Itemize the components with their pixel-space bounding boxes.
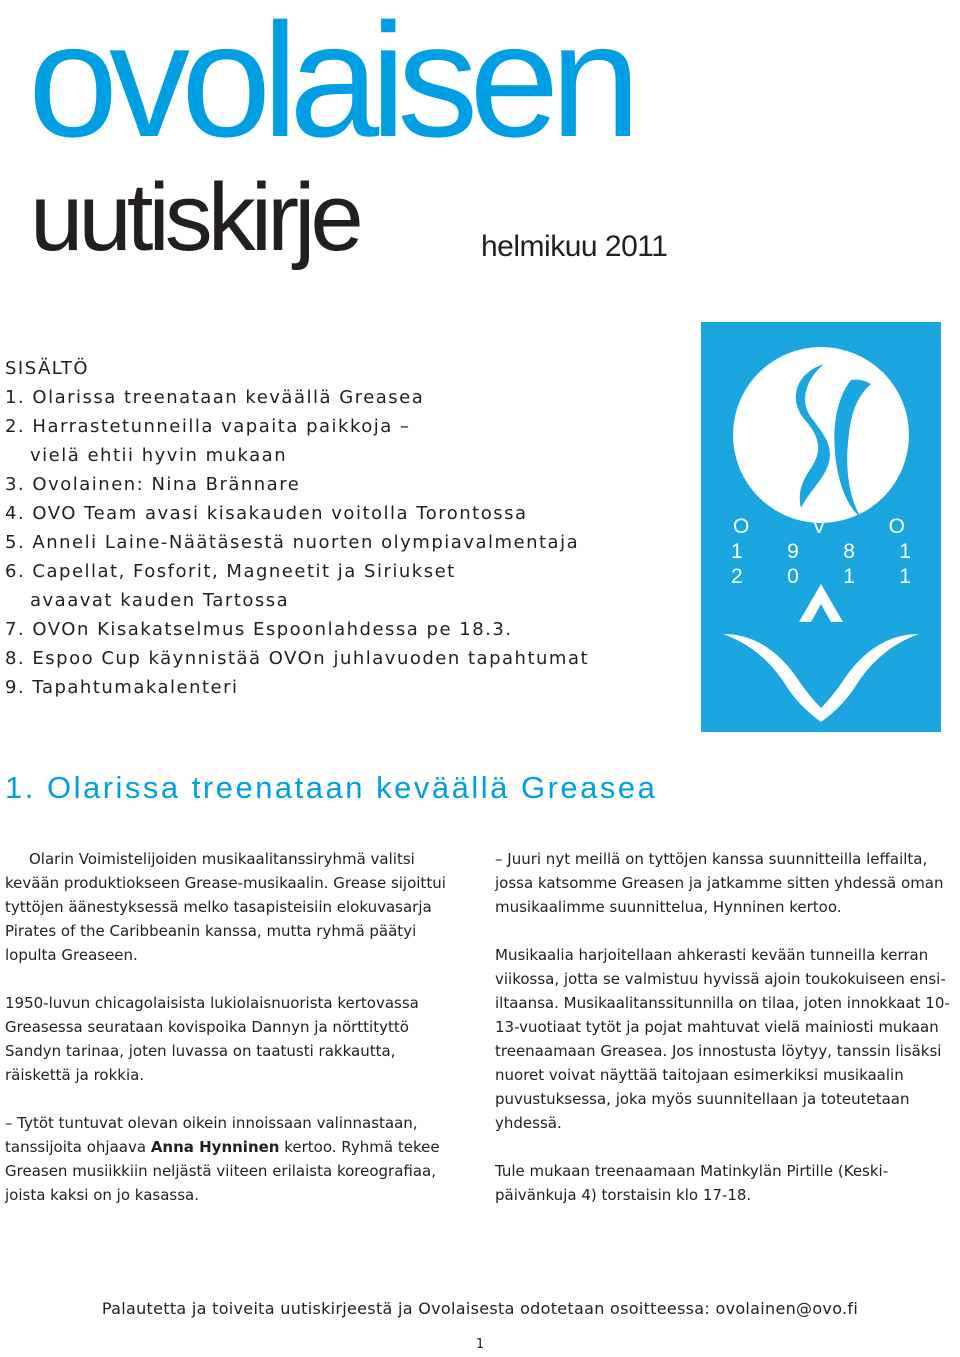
toc-item[interactable] — [5, 499, 695, 528]
emblem-figure-head — [799, 584, 843, 622]
logo-char: O — [733, 515, 750, 538]
article-paragraph: – Juuri nyt meillä on tyttöjen kanssa suunnitteilla leffailta, jossa katsomme Greasen ja jatkamme sitten yhdessä oman musikaalimme suunnittelua, Hynninen kertoo. — [495, 850, 944, 916]
article-paragraph: Olarin Voimistelijoiden musikaalitanssiryhmä valitsi kevään produktiokseen Grease-musikaalin. Grease sijoittui tyttöjen äänestyksessä melko tasapisteisiin elokuvasarja Pirates of the Caribbeanin kanssa, mutta ryhmä päätyi lopulta Greaseen. — [5, 850, 446, 964]
toc-item-text: Tapahtumakalenteri — [32, 677, 239, 698]
toc-item[interactable] — [5, 557, 695, 615]
toc-item-number: 6. — [5, 561, 26, 582]
toc-item-number: 1. — [5, 387, 26, 408]
toc-item-number: 7. — [5, 619, 26, 640]
logo-char: 9 — [787, 540, 799, 563]
toc-item[interactable] — [5, 528, 695, 557]
toc-item-text: Ovolainen: Nina Brännare — [32, 474, 301, 495]
article-paragraph: 1950-luvun chicagolaisista lukiolaisnuorista kertovassa Greasessa seurataan kovispoika Dannyn ja nörttityttö Sandyn tarinaa, joten luvassa on taatusti rakkautta, räiskettä ja rokkia. — [5, 994, 419, 1084]
logo-year-row-2011 — [731, 566, 911, 587]
toc-item-continuation: vielä ehtii hyvin mukaan — [30, 445, 288, 466]
toc-item-text: Harrastetunneilla vapaita paikkoja – — [32, 416, 411, 437]
table-of-contents — [5, 354, 695, 702]
issue-date: helmikuu 2011 — [481, 230, 668, 263]
toc-heading: SISÄLTÖ — [5, 358, 90, 379]
logo-year-row-1981 — [731, 541, 911, 562]
paragraph-text: – Tytöt tuntuvat olevan oikein innoissaan valinnastaan, tanssijoita ohjaava — [5, 1114, 418, 1156]
toc-item-number: 8. — [5, 648, 26, 669]
toc-item-text: Espoo Cup käynnistää OVOn juhlavuoden tapahtumat — [32, 648, 590, 669]
masthead-subtitle: uutiskirje — [30, 164, 359, 271]
logo-letters-row — [733, 516, 905, 537]
toc-item[interactable] — [5, 673, 695, 702]
toc-item[interactable] — [5, 383, 695, 412]
article-title: 1. Olarissa treenataan keväällä Greasea — [5, 770, 658, 805]
logo-char: 1 — [731, 540, 743, 563]
toc-item[interactable] — [5, 412, 695, 470]
article-column-right — [495, 847, 953, 1231]
toc-item[interactable] — [5, 615, 695, 644]
paragraph-text: kertoo. Ryhmä tekee Greasen musiikkiin neljästä viiteen erilaista koreografiaa, joista kaksi on jo kasassa. — [5, 1138, 440, 1204]
toc-item[interactable] — [5, 644, 695, 673]
emblem-figure-core — [813, 666, 828, 704]
toc-item-number: 2. — [5, 416, 26, 437]
ovo-logo — [701, 322, 941, 732]
toc-item-continuation: avaavat kauden Tartossa — [30, 590, 290, 611]
article-paragraph: Musikaalia harjoitellaan ahkerasti kevään tunneilla kerran viikossa, jotta se valmistuu hyvissä ajoin toukokuiseen ensi-iltaansa. Musikaalitanssitunnilla on tilaa, joten innokkaat 10-13-vuotiaat tytöt ja pojat mahtuvat vielä mainiosti mukaan treenaamaan Greasea. Jos innostusta löytyy, tanssin lisäksi nuoret voivat näyttää taitojaan esimerkiksi musikaalin puvustuksessa, joka myös suunnitellaan ja toteutetaan yhdessä. — [495, 946, 950, 1132]
logo-char: 0 — [787, 565, 799, 588]
logo-char: 1 — [899, 540, 911, 563]
masthead-title: ovolaisen — [28, 0, 632, 171]
article-column-left — [5, 847, 465, 1231]
article-paragraph — [5, 1111, 465, 1207]
toc-item-text: Capellat, Fosforit, Magneetit ja Siriukset — [32, 561, 456, 582]
toc-item-number: 9. — [5, 677, 26, 698]
toc-item-number: 3. — [5, 474, 26, 495]
logo-char: V — [811, 515, 826, 538]
toc-list — [5, 383, 695, 702]
toc-item-text: Anneli Laine-Näätäsestä nuorten olympiavalmentaja — [32, 532, 580, 553]
logo-char: 8 — [843, 540, 855, 563]
toc-item-text: OVO Team avasi kisakauden voitolla Torontossa — [32, 503, 528, 524]
person-name: Anna Hynninen — [150, 1138, 280, 1156]
logo-char: O — [888, 515, 905, 538]
toc-item-number: 4. — [5, 503, 26, 524]
logo-char: 1 — [899, 565, 911, 588]
toc-item-number: 5. — [5, 532, 26, 553]
feedback-note: Palautetta ja toiveita uutiskirjeestä ja Ovolaisesta odotetaan osoitteessa: ovolainen@ovo.fi — [101, 1299, 859, 1318]
logo-char: 2 — [731, 565, 743, 588]
toc-item[interactable] — [5, 470, 695, 499]
article-paragraph: Tule mukaan treenaamaan Matinkylän Pirtille (Keskipäivänkuja 4) torstaisin klo 17-18. — [495, 1162, 889, 1204]
logo-char: 1 — [843, 565, 855, 588]
toc-item-text: OVOn Kisakatselmus Espoonlahdessa pe 18.3. — [32, 619, 513, 640]
toc-item-text: Olarissa treenataan keväällä Greasea — [32, 387, 425, 408]
page-number: 1 — [475, 1337, 485, 1352]
